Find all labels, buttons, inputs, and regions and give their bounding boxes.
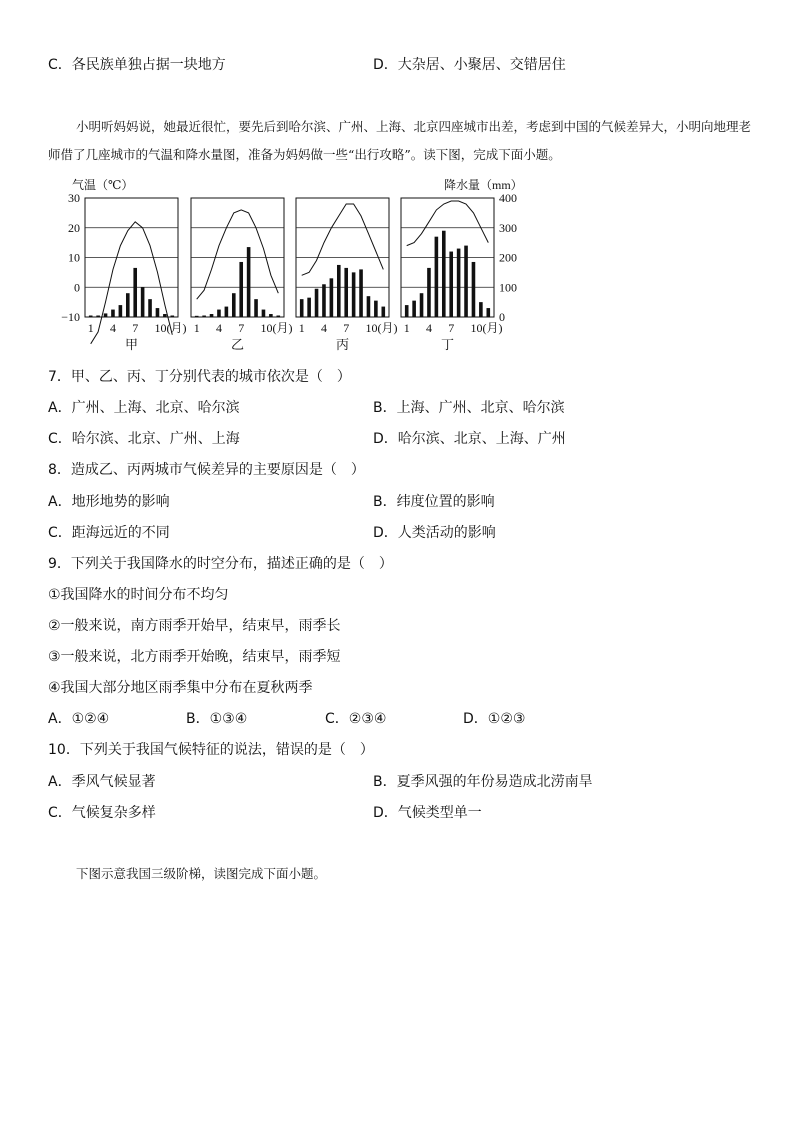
precipitation-tick-label: 300 <box>499 220 517 235</box>
next-intro-paragraph <box>48 860 758 888</box>
next-intro-text: 下图示意我国三级阶梯，读图完成下面小题。 <box>76 866 327 881</box>
precipitation-bar <box>427 268 431 317</box>
q9-statement-4: ④我国大部分地区雨季集中分布在夏秋两季 <box>48 680 313 696</box>
q7-option-a[interactable]: A．广州、上海、北京、哈尔滨 <box>48 400 240 416</box>
precipitation-bar <box>472 262 476 317</box>
option-d: D．大杂居、小聚居、交错居住 <box>373 57 566 73</box>
q10-option-d[interactable]: D．气候类型单一 <box>373 805 482 821</box>
precipitation-bar <box>104 313 108 317</box>
q8-stem: 8．造成乙、丙两城市气候差异的主要原因是（ ） <box>48 462 365 478</box>
month-tick-label: 4 <box>320 321 327 335</box>
precipitation-bar <box>217 310 221 317</box>
temperature-tick-label: −10 <box>61 310 80 324</box>
precipitation-bar <box>156 308 160 317</box>
panel-label: 甲 <box>124 337 139 352</box>
q7-options-row1 <box>48 399 565 417</box>
q9-option-b[interactable]: B．①③④ <box>186 711 248 727</box>
precipitation-bar <box>479 302 483 317</box>
q10-options-row2 <box>48 804 482 822</box>
precipitation-bar <box>96 316 100 317</box>
q7-option-c[interactable]: C．哈尔滨、北京、广州、上海 <box>48 431 240 447</box>
panel-label: 丁 <box>440 337 455 352</box>
precipitation-bar <box>457 249 461 317</box>
q9-statement-1: ①我国降水的时间分布不均匀 <box>48 587 229 603</box>
month-tick-label: 7 <box>343 321 350 335</box>
precipitation-ticks <box>499 191 517 324</box>
precipitation-bar <box>464 246 468 317</box>
precipitation-tick-label: 0 <box>499 310 505 324</box>
precipitation-bar <box>315 289 319 317</box>
precipitation-bar <box>405 305 409 317</box>
temperature-ticks <box>61 191 80 324</box>
q9-option-c[interactable]: C．②③④ <box>325 711 387 727</box>
month-tick-label: 7 <box>448 321 455 335</box>
precipitation-bar <box>307 298 311 317</box>
temperature-tick-label: 10 <box>68 250 80 265</box>
precipitation-bar <box>262 310 266 317</box>
precipitation-bar <box>210 314 214 317</box>
intro-paragraph <box>48 113 758 169</box>
precipitation-bar <box>126 293 130 317</box>
q8-options-row1 <box>48 493 495 511</box>
month-tick-label: 1 <box>87 321 94 335</box>
q7-stem: 7．甲、乙、丙、丁分别代表的城市依次是（ ） <box>48 369 351 385</box>
precipitation-bar <box>344 268 348 317</box>
precipitation-bar <box>276 316 280 317</box>
precipitation-bar <box>337 265 341 317</box>
precipitation-bar <box>449 252 453 317</box>
panel-label: 丙 <box>335 337 350 352</box>
intro-text: 小明听妈妈说，她最近很忙，要先后到哈尔滨、广州、上海、北京四座城市出差，考虑到中国的气候差异大，小明向地理老师借了几座城市的气温和降水量图，准备为妈妈做一些“出行攻略”。读下图，完成下面小题。 <box>48 119 752 162</box>
precipitation-bar <box>89 316 93 317</box>
q9-statement-2: ②一般来说，南方雨季开始早，结束早，雨季长 <box>48 618 341 634</box>
month-tick-label: 4 <box>425 321 432 335</box>
precipitation-bar <box>412 301 416 317</box>
precipitation-bar <box>202 316 206 317</box>
precipitation-bar <box>254 299 258 317</box>
q7-options-row2 <box>48 430 566 448</box>
precipitation-bar <box>367 296 371 317</box>
precipitation-bar <box>330 278 334 317</box>
temperature-line <box>197 210 279 299</box>
precipitation-bar <box>486 308 490 317</box>
precipitation-bar <box>239 262 243 317</box>
precipitation-bar <box>352 272 356 317</box>
month-tick-label: 7 <box>132 321 139 335</box>
month-tick-label: 10(月) <box>260 321 293 335</box>
month-tick-label: 7 <box>238 321 245 335</box>
option-c: C．各民族单独占据一块地方 <box>48 57 226 73</box>
precipitation-bar <box>420 293 424 317</box>
q8-options-row2 <box>48 524 496 542</box>
precipitation-bar <box>269 314 273 317</box>
precipitation-bar <box>300 299 304 317</box>
precipitation-bar <box>141 287 145 317</box>
precipitation-bar <box>163 314 167 317</box>
q10-option-a[interactable]: A．季风气候显著 <box>48 774 156 790</box>
prev-question-options <box>48 56 566 74</box>
month-tick-label: 1 <box>403 321 410 335</box>
precipitation-bar <box>322 284 326 317</box>
month-tick-label: 1 <box>193 321 200 335</box>
month-tick-label: 10(月) <box>365 321 398 335</box>
panel-丙 <box>296 198 397 352</box>
temperature-line <box>302 204 384 275</box>
temperature-axis-label: 气温（℃） <box>72 178 134 192</box>
q7-option-b[interactable]: B．上海、广州、北京、哈尔滨 <box>373 400 565 416</box>
q8-option-a[interactable]: A．地形地势的影响 <box>48 494 170 510</box>
q8-option-b[interactable]: B．纬度位置的影响 <box>373 494 495 510</box>
precipitation-bar <box>435 237 439 317</box>
climate-charts <box>52 176 532 356</box>
q9-statement-3: ③一般来说，北方雨季开始晚，结束早，雨季短 <box>48 649 341 665</box>
precipitation-bar <box>381 307 385 317</box>
month-tick-label: 10(月) <box>470 321 503 335</box>
month-tick-label: 4 <box>215 321 222 335</box>
precipitation-bar <box>119 305 123 317</box>
precipitation-bar <box>232 293 236 317</box>
temperature-tick-label: 30 <box>68 191 80 205</box>
precipitation-axis-label: 降水量（mm） <box>444 178 523 192</box>
precipitation-bar <box>442 231 446 317</box>
precipitation-bar <box>133 268 137 317</box>
month-tick-label: 10(月) <box>154 321 187 335</box>
precipitation-bar <box>247 247 251 317</box>
q10-options-row1 <box>48 773 593 791</box>
precipitation-bar <box>148 299 152 317</box>
precipitation-bar <box>225 307 229 317</box>
panel-丁 <box>401 198 502 352</box>
temperature-tick-label: 0 <box>74 280 80 295</box>
q9-option-a[interactable]: A．①②④ <box>48 711 110 727</box>
panel-甲 <box>85 198 186 352</box>
q9-option-d[interactable]: D．①②③ <box>463 711 526 727</box>
precipitation-tick-label: 400 <box>499 191 517 205</box>
month-tick-label: 1 <box>298 321 305 335</box>
precipitation-bar <box>359 269 363 317</box>
precipitation-tick-label: 100 <box>499 280 517 295</box>
precipitation-bar <box>111 310 115 317</box>
precipitation-bar <box>374 301 378 317</box>
temperature-tick-label: 20 <box>68 220 80 235</box>
q8-option-d[interactable]: D．人类活动的影响 <box>373 525 496 541</box>
q8-option-c[interactable]: C．距海远近的不同 <box>48 525 170 541</box>
q9-stem: 9．下列关于我国降水的时空分布，描述正确的是（ ） <box>48 556 393 572</box>
month-tick-label: 4 <box>109 321 116 335</box>
precipitation-bar <box>170 316 174 317</box>
q10-option-b[interactable]: B．夏季风强的年份易造成北涝南旱 <box>373 774 593 790</box>
panel-label: 乙 <box>230 337 245 352</box>
temperature-line <box>407 201 489 246</box>
q7-option-d[interactable]: D．哈尔滨、北京、上海、广州 <box>373 431 566 447</box>
q10-option-c[interactable]: C．气候复杂多样 <box>48 805 156 821</box>
panel-乙 <box>191 198 292 352</box>
precipitation-bar <box>195 316 199 317</box>
chart-panels <box>85 198 502 352</box>
precipitation-tick-label: 200 <box>499 250 517 265</box>
q10-stem: 10．下列关于我国气候特征的说法，错误的是（ ） <box>48 742 374 758</box>
